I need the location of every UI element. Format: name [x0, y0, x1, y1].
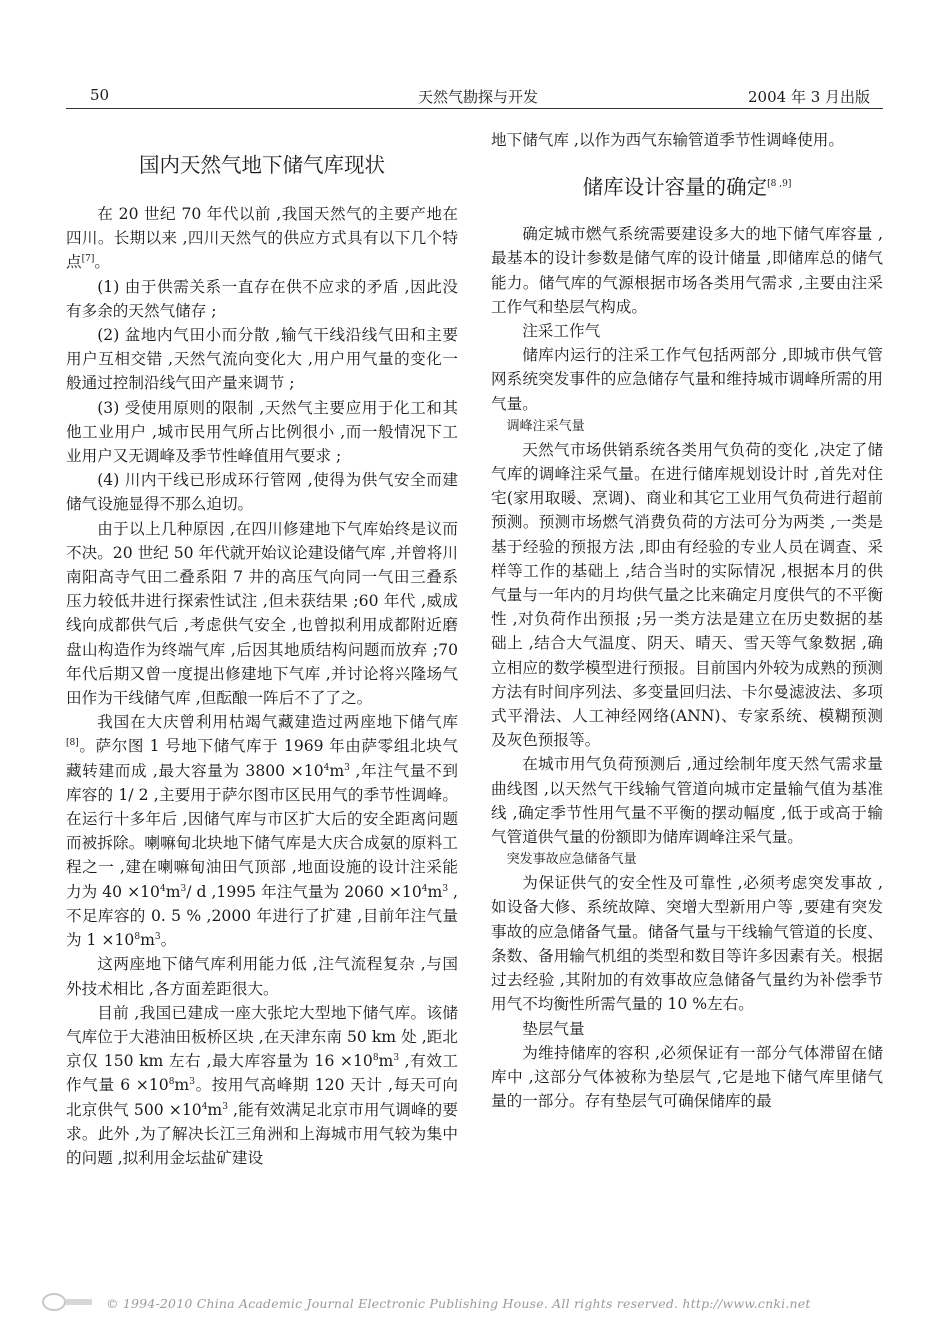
paragraph: 这两座地下储气库利用能力低 ,注气流程复杂 ,与国外技术相比 ,各方面差距很大。: [66, 955, 458, 998]
publisher-logo: [40, 1289, 96, 1315]
list-item: (2) 盆地内气田小而分散 ,输气干线沿线气田和主要用户互相交错 ,天然气流向变化大 ,用户用气量的变化一般通过控制沿线气田产量来调节 ;: [66, 326, 458, 393]
paragraph: 目前 ,我国已建成一座大张坨大型地下储气库。该储气库位于大港油田板桥区块 ,在天津东南 50 km 处 ,距北京仅 150 km 左右 ,最大库容量为 $16 \times 10^8m^3$ ,有效工作气量 $6 \times 10^8m^3$。按用气高峰期 120 天计 ,每天可向北京供气 $500 \times 10^4m^3$ ,能有效满足北京市用气调峰的要求。此外 ,为了解决长江三角洲和上海城市用气较为集中的问题 ,拟利用金坛盐矿建设: [66, 1003, 458, 1167]
journal-title: 天然气勘探与开发: [418, 88, 539, 106]
paragraph: 我国在大庆曾利用枯竭气藏建造过两座地下储气库[8]。萨尔图 1 号地下储气库于 1969 年由萨零组北块气藏转建而成 ,最大容量为 $3800 \times 10^4m^3$ ,年注气量不到库容的 1/ 2 ,主要用于萨尔图市区民用气的季节性调峰。在运行十多年后 ,因储气库与市区扩大后的安全距离问题而被拆除。喇嘛甸北块地下储气库是大庆合成氨的原料工程之一 ,建在喇嘛甸油田气顶部 ,地面设施的设计注采能力为 $40 \times 10^4m^3/$ d ,1995 年注气量为 $2060 \times 10^4m^3$ ,不足库容的 0. 5 % ,2000 年进行了扩建 ,目前年注气量为 $1 \times 10^8m^3$。: [66, 713, 458, 950]
list-item: (1) 由于供需关系一直存在供不应求的矛盾 ,因此没有多余的天然气储存 ;: [66, 277, 458, 320]
left-column: [66, 150, 458, 1170]
subheading: 垫层气量: [522, 1019, 585, 1038]
paragraph: 为保证供气的安全性及可靠性 ,必须考虑突发事故 ,如设备大修、系统故障、突增大型新用户等 ,要建有突发事故的应急储备气量。储备气量与干线输气管道的长度、条数、备用输气机组的类型和数目等许多因素有关。根据过去经验 ,其附加的有效事故应急储备气量约为补偿季节用气不均衡性所需气量的 10 %左右。: [491, 874, 883, 1014]
paragraph-continued: 地下储气库 ,以作为西气东输管道季节性调峰使用。: [491, 131, 844, 149]
subheading: 突发事故应急储备气量: [506, 852, 637, 868]
paragraph: 在 20 世纪 70 年代以前 ,我国天然气的主要产地在四川。长期以来 ,四川天然气的供应方式具有以下几个特点[7]。: [66, 205, 458, 272]
subheading: 注采工作气: [522, 322, 601, 341]
paragraph: 为维持储库的容积 ,必须保证有一部分气体滞留在储库中 ,这部分气体被称为垫层气 ,它是地下储气库里储气量的一部分。存有垫层气可确保储库的最: [491, 1043, 883, 1111]
paragraph: 由于以上几种原因 ,在四川修建地下气库始终是议而不决。20 世纪 50 年代就开始议论建设储气库 ,并曾将川南阳高寺气田二叠系阳 7 井的高压气向同一气田三叠系压力较低井进行探索性试注 ,但未获结果 ;60 年代 ,威成线向成都供气后 ,考虑供气安全 ,也曾拟利用成都附近磨盘山构造作为终端气库 ,后因其地质结构问题而放弃 ;70 年代后期又曾一度提出修建地下气库 ,并讨论将兴隆场气田作为干线储气库 ,但酝酿一阵后不了了之。: [66, 519, 458, 708]
paragraph: 在城市用气负荷预测后 ,通过绘制年度天然气需求量曲线图 ,以天然气干线输气管道向城市定量输气值为基准线 ,确定季节性用气量不平衡的摆动幅度 ,低于或高于输气管道供气量的份额即为储库调峰注采气量。: [491, 755, 883, 847]
list-item: (4) 川内干线已形成环行管网 ,使得为供气安全而建储气设施显得不那么迫切。: [66, 471, 458, 514]
section-title: 储库设计容量的确定[8 ,9]: [582, 175, 792, 200]
right-column: [491, 128, 883, 1113]
header-rule: [66, 108, 883, 109]
list-item: (3) 受使用原则的限制 ,天然气主要应用于化工和其他工业用户 ,城市民用气所占比例很小 ,而一般情况下工业用户又无调峰及季节性峰值用气要求 ;: [66, 398, 458, 466]
paragraph: 确定城市燃气系统需要建设多大的地下储气库容量 ,最基本的设计参数是储气库的设计储量 ,即储库总的储气能力。储气库的气源根据市场各类用气需求 ,主要由注采工作气和垫层气构成。: [491, 225, 883, 316]
section-title: 国内天然气地下储气库现状: [139, 153, 385, 177]
paragraph: 天然气市场供销系统各类用气负荷的变化 ,决定了储气库的调峰注采气量。在进行储库规划设计时 ,首先对住宅(家用取暖、烹调)、商业和其它工业用气负荷进行超前预测。预测市场燃气消费负荷的方法可分为两类 ,一类是基于经验的预报方法 ,即由有经验的专业人员在调查、采样等工作的基础上 ,结合当时的实际情况 ,根据本月的供气量与一年内的月均供气量之比来确定月度供气的不平衡性 ,对负荷作出预报 ;另一类方法是建立在历史数据的基础上 ,结合大气温度、阴天、晴天、雪天等气象数据 ,确立相应的数学模型进行预报。目前国内外较为成熟的预测方法有时间序列法、多变量回归法、卡尔曼滤波法、多项式平滑法、人工神经网络(ANN)、专家系统、模糊预测及灰色预报等。: [491, 440, 883, 750]
subheading: 调峰注采气量: [506, 418, 585, 434]
page-number: 50: [90, 86, 110, 104]
copyright-footer: © 1994-2010 China Academic Journal Electronic Publishing House. All rights reserved. http://www.cnki.net: [106, 1296, 811, 1311]
paragraph: 储库内运行的注采工作气包括两部分 ,即城市供气管网系统突发事件的应急储存气量和维持城市调峰所需的用气量。: [491, 346, 883, 413]
issue-date: 2004 年 3 月出版: [748, 88, 871, 106]
